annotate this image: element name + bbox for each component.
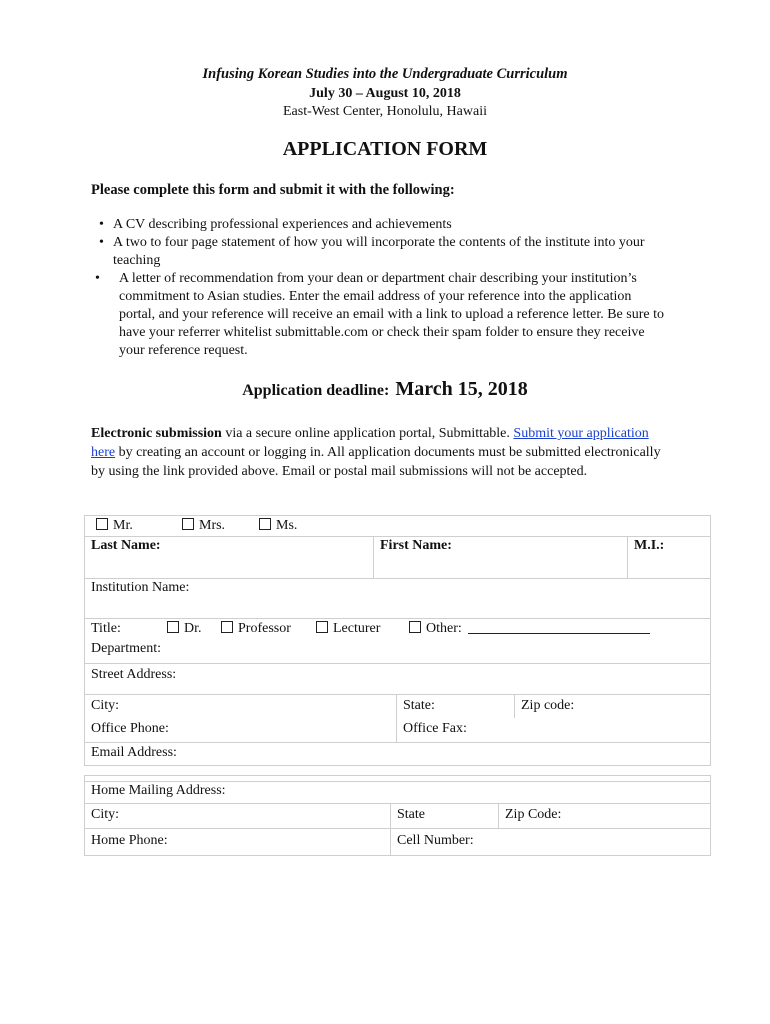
checkbox-icon[interactable] <box>409 621 421 633</box>
divider <box>84 694 711 695</box>
esub-lead: Electronic submission <box>91 426 222 441</box>
street-address-label: Street Address: <box>91 667 177 682</box>
last-name-label: Last Name: <box>91 538 161 553</box>
title-lecturer[interactable]: Lecturer <box>316 621 380 637</box>
submit-application-link[interactable]: Submit your application here <box>91 426 649 460</box>
checkbox-icon[interactable] <box>167 621 179 633</box>
home-state-label: State <box>397 807 425 822</box>
electronic-submission-paragraph: Electronic submission via a secure online application portal, Submittable. Submit your application here by creating an account or logging in. All application documents must be submitted electronically by using the link provided above. Email or postal mail submissions will not be accepted. <box>91 426 661 479</box>
email-address-label: Email Address: <box>91 745 177 760</box>
cell-number-label: Cell Number: <box>397 833 474 848</box>
zip-code-label: Zip code: <box>521 698 575 713</box>
divider <box>373 536 374 578</box>
salutation-mrs[interactable]: Mrs. <box>182 518 225 534</box>
office-fax-label: Office Fax: <box>403 721 467 736</box>
title-label: Title: <box>91 621 121 636</box>
list-item: • A two to four page statement of how you will incorporate the contents of the institute into your teaching <box>99 235 645 268</box>
home-phone-label: Home Phone: <box>91 833 168 848</box>
other-title-field[interactable] <box>468 621 650 634</box>
city-label: City: <box>91 698 120 713</box>
divider <box>514 694 515 718</box>
deadline-label: Application deadline: <box>242 382 390 399</box>
home-zip-code-label: Zip Code: <box>505 807 562 822</box>
department-label: Department: <box>91 641 161 656</box>
divider <box>84 781 711 782</box>
divider <box>84 803 711 804</box>
middle-initial-label: M.I.: <box>634 538 665 553</box>
divider <box>390 803 391 856</box>
bullet-icon: • <box>99 217 104 232</box>
divider <box>84 663 711 664</box>
conference-venue: East-West Center, Honolulu, Hawaii <box>283 104 487 119</box>
first-name-label: First Name: <box>380 538 452 553</box>
title-professor[interactable]: Professor <box>221 621 291 637</box>
office-phone-label: Office Phone: <box>91 721 169 736</box>
form-heading: APPLICATION FORM <box>282 138 488 160</box>
divider <box>498 803 499 828</box>
list-item: • A CV describing professional experiences and achievements <box>99 217 452 232</box>
conference-dates: July 30 – August 10, 2018 <box>309 86 461 101</box>
conference-title: Infusing Korean Studies into the Undergraduate Curriculum <box>202 66 568 82</box>
instructions: Please complete this form and submit it with the following: <box>91 182 455 198</box>
divider <box>84 578 711 579</box>
checkbox-icon[interactable] <box>316 621 328 633</box>
divider <box>396 694 397 742</box>
bullet-icon: • <box>99 235 104 250</box>
application-deadline <box>0 378 770 401</box>
salutation-mr[interactable]: Mr. <box>96 518 133 534</box>
state-label: State: <box>403 698 435 713</box>
checkbox-icon[interactable] <box>259 518 271 530</box>
checkbox-icon[interactable] <box>182 518 194 530</box>
divider <box>84 618 711 619</box>
checkbox-icon[interactable] <box>221 621 233 633</box>
title-dr[interactable]: Dr. <box>167 621 202 637</box>
divider <box>627 536 628 578</box>
checkbox-icon[interactable] <box>96 518 108 530</box>
bullet-icon: • <box>95 271 100 286</box>
requirements-list <box>91 216 691 360</box>
title-other[interactable]: Other: <box>409 621 650 637</box>
salutation-ms[interactable]: Ms. <box>259 518 297 534</box>
list-item: • A letter of recommendation from your dean or department chair describing your institution’s commitment to Asian studies. Enter the email address of your reference into the application portal, and your reference will receive an email with a link to upload a reference letter. Be sure to have your referrer whitelist submittable.com or check their spam folder to ensure they receive your reference request. <box>95 271 664 358</box>
divider <box>84 536 711 537</box>
divider <box>84 828 711 829</box>
home-city-label: City: <box>91 807 120 822</box>
institution-name-label: Institution Name: <box>91 580 190 595</box>
home-mailing-address-label: Home Mailing Address: <box>91 783 226 798</box>
divider <box>84 742 711 743</box>
deadline-date: March 15, 2018 <box>395 378 528 400</box>
